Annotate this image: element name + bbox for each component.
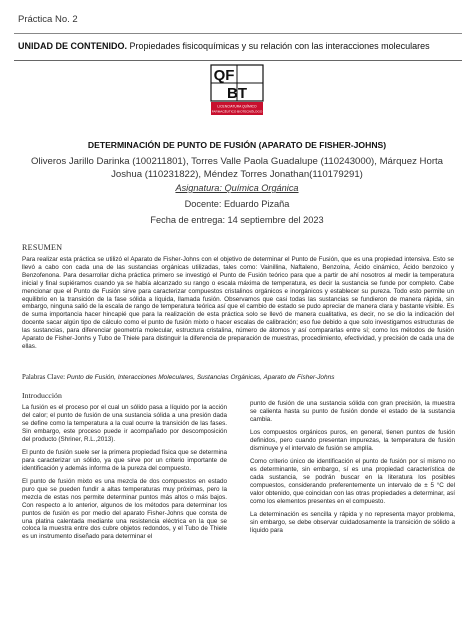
practice-number: Práctica No. 2 (18, 14, 78, 25)
logo-caption-line1: LICENCIATURA QUÍMICO (217, 104, 257, 109)
header-divider (14, 33, 462, 34)
introduction-heading: Introducción (22, 391, 62, 400)
article-date: Fecha de entrega: 14 septiembre del 2023 (150, 215, 324, 225)
article-teacher: Docente: Eduardo Pizaña (184, 199, 290, 209)
content-unit-line (18, 41, 430, 51)
intro-paragraph: La determinación es sencilla y rápida y no representa mayor problema, sin embargo, se debe observar cuidadosamente la transición de sólido a líquido para (250, 511, 455, 534)
unit-divider (14, 60, 462, 61)
qfbt-logo-graphic (210, 64, 264, 116)
logo-letter-q: QF (213, 67, 235, 84)
article-subject: Asignatura: Química Orgánica (175, 183, 299, 193)
article-title: DETERMINACIÓN DE PUNTO DE FUSIÓN (APARATO DE FISHER-JOHNS) (87, 140, 387, 150)
qfbt-logo (210, 64, 264, 116)
keywords-text: Punto de Fusión, Interacciones Moleculares, Sustancias Orgánicas, Aparato de Fisher-Johns (66, 374, 335, 381)
introduction-right-column (250, 400, 455, 540)
intro-paragraph: punto de fusión de una sustancia sólida con gran precisión, la muestra se calienta hasta su punto de fusión donde el estado de la sustancia cambia. (250, 400, 455, 423)
introduction-left-column (22, 404, 227, 547)
intro-paragraph: Los compuestos orgánicos puros, en general, tienen puntos de fusión definidos, pero cuando presentan impurezas, la temperatura de fusión disminuye y el intervalo de fusión se amplía. (250, 429, 455, 452)
intro-paragraph: El punto de fusión mixto es una mezcla de dos compuestos en estado puro que se pueden fundir a altas temperaturas muy próximas, pero la mezcla de estas nos permite determinar puntos más altos o más bajos. Con respecto a lo anterior, algunos de los métodos para determinar los puntos de fusión es por medio del aparato Fisher-Johns que consta de una platina calentada mediante una resistencia eléctrica en la que se coloca la muestra entre dos cubre objetos redondos, y el Tubo de Thiele es un instrumento diseñado para determinar el (22, 478, 227, 541)
logo-letters-bt: BT (227, 85, 247, 102)
intro-paragraph: El punto de fusión suele ser la primera propiedad física que se determina para caracterizar un sólido, ya que sirve por un criterio importante de identificación y además informa de la pureza del compuesto. (22, 448, 227, 472)
article-authors: Oliveros Jarillo Darinka (100211801), Torres Valle Paola Guadalupe (110243000), Márquez Horta Joshua (110231822), Méndez Torres Jonathan(110179291) (30, 156, 444, 180)
intro-paragraph: La fusión es el proceso por el cual un sólido pasa a líquido por la acción del calor; el punto de fusión de una sustancia sólida a una presión dada se define como la temperatura a la cual ocurre la transición de las fases. Sin embargo, este proceso puede ir acompañado por descomposición del producto (Shriner, R.L.,2013). (22, 404, 227, 443)
abstract-heading: RESUMEN (22, 243, 63, 252)
content-unit-label: UNIDAD DE CONTENIDO. (18, 41, 128, 51)
keywords-label: Palabras Clave: (22, 374, 67, 381)
keywords-line (22, 374, 335, 381)
logo-caption-line2: FARMACÉUTICO BIOTECNÓLOGO (211, 109, 263, 114)
intro-paragraph: Como criterio único de identificación el punto de fusión por sí mismo no es determinante, sin embargo, sí es una propiedad característica de cada sustancia, se podrán buscar en la literatura los posibles compuestos, considerando preferentemente un intervalo de ± 5 °C del valor obtenido, que coincidan con las otras propiedades a determinar, así como los elementos presentes en el compuesto. (250, 458, 455, 505)
content-unit-text: Propiedades fisicoquímicas y su relación con las interacciones moleculares (127, 41, 430, 51)
abstract-text: Para realizar esta práctica se utilizó el Aparato de Fisher-Johns con el objetivo de determinar el Punto de Fusión, que es una propiedad intensiva. Esto se llevó a cabo con cada una de las sustancias orgánicas utilizadas, tales como: Vainillina, Naftaleno, Benzoína, Ácido cinámico, Ácido benzoico y Benzofenona. Para desarrollar dicha práctica primero se investigó el Punto de Fusión teórico para que a partir de ahí nosotros al medir la temperatura inicial y final supiéramos cuando ya se había alcanzado su rango o escala máxima de temperatura, es decir la sustancia se funde por completo. Cabe mencionar que el Punto de Fusión sirve para caracterizar compuestos cristalinos orgánicos e inorgánicos y establecer su pureza. Todo esto permite un equilibrio en la transición de la fase sólida a líquida, llamada fusión. Observamos que casi todas las sustancias se fundieron de manera rápida, sin embargo, ninguna salió de la escala de rango de temperatura teórica así que el cambio de estado se pudo apreciar de manera clara y bastante visible. Es de suma importancia hacer hincapié que para la realización de esta práctica solo se llevó de manera cualitativa, es decir, no se dio la indicación del docente sacar algún tipo de cálculo como el punto de fusión mixto o hacer escalas de calibración; eso fue debido a que solo investigamos estructuras de las sustancias, para diferenciar geometría molecular, estructura cristalina, número de átomos y así compararlas entre sí; como los métodos de fusión Aparato de Fisher-Jonhs y Tubo de Thiele para distinguir la diferencia de preparación de muestras, procedimiento, efectividad, y precisión de cada una de ellas. (22, 256, 454, 350)
